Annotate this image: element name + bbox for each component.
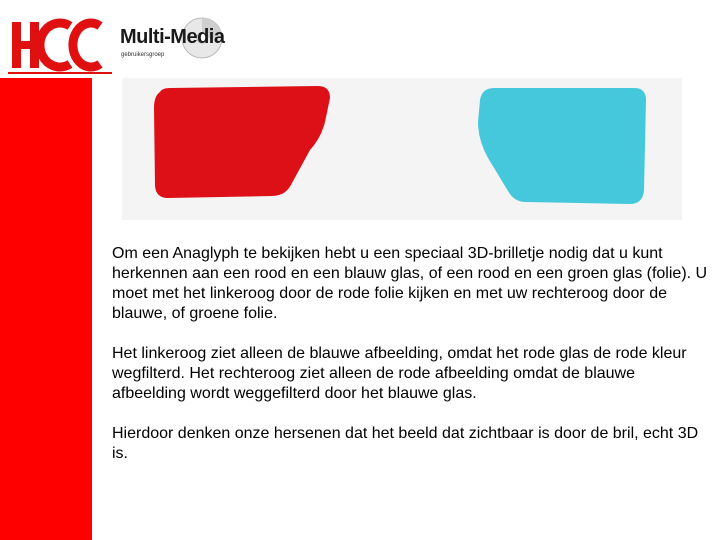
brand-subtitle: gebruikersgroep [121,52,165,58]
brand-title: Multi-Media [120,26,225,48]
left-red-sidebar [0,78,92,540]
paragraph-3: Hierdoor denken onze hersenen dat het beeld dat zichtbaar is door de bril, echt 3D is. [112,425,699,462]
anaglyph-glasses-image [122,78,682,220]
hcc-logo [8,12,116,76]
paragraph-2: Het linkeroog ziet alleen de blauwe afbeelding, omdat het rode glas de rode kleur wegfilterd. Het rechteroog ziet alleen de rode afbeelding omdat de blauwe afbeelding wordt weggefilterd door het blauwe glas. [112,345,687,402]
body-text [112,244,712,484]
paragraph-1: Om een Anaglyph te bekijken hebt u een speciaal 3D-brilletje nodig dat u kunt herkennen aan een rood en een blauw glas, of een rood en een groen glas (folie). U moet met het linkeroog door de rode folie kijken en met uw rechteroog door de blauwe, of groene folie. [112,245,708,322]
